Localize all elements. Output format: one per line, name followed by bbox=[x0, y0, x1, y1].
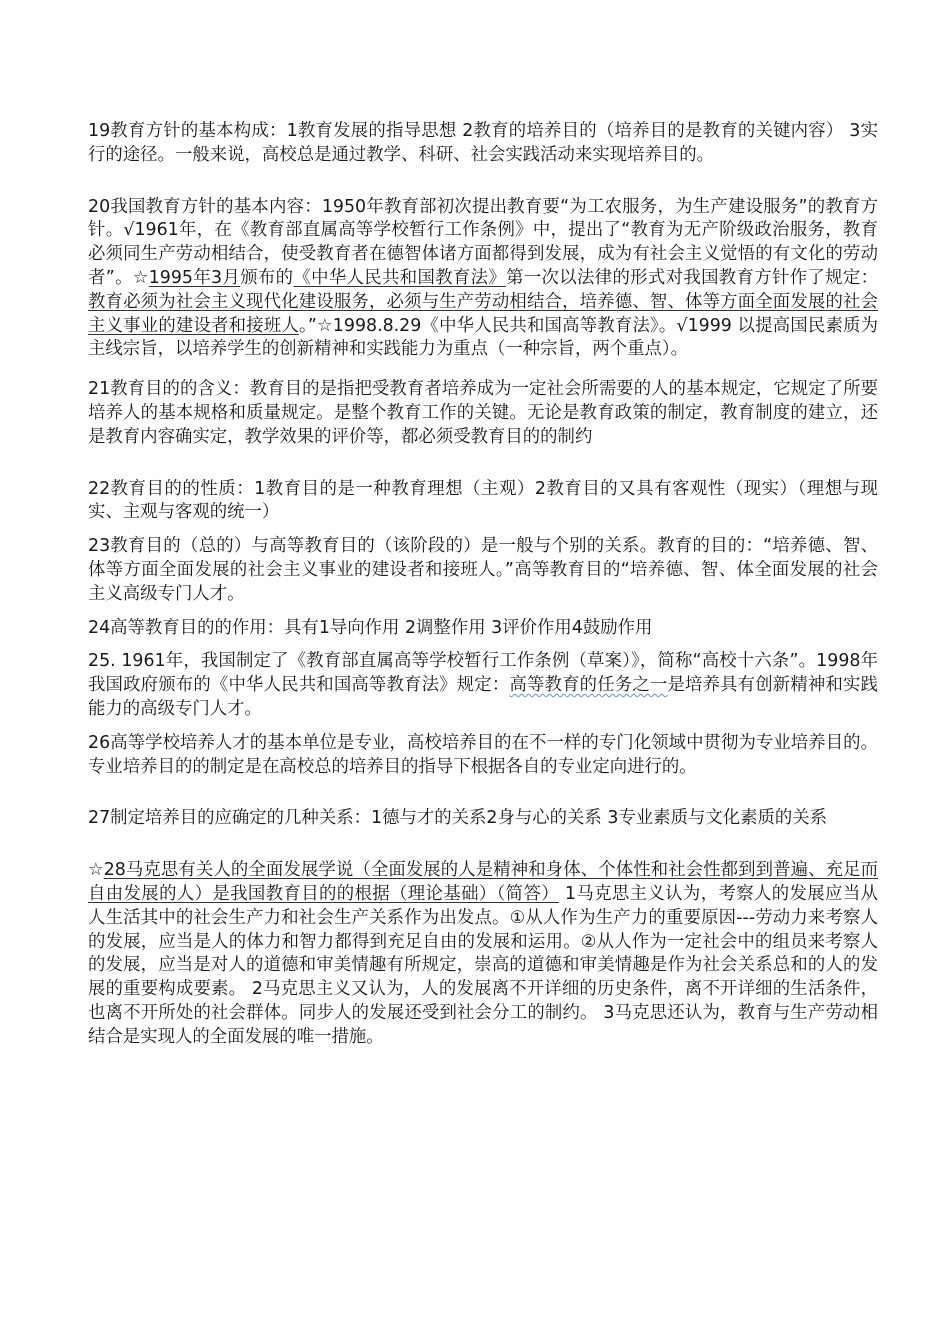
paragraph-24 bbox=[88, 617, 878, 641]
paragraph-22 bbox=[88, 478, 878, 526]
text-segment: 27制定培养目的应确定的几种关系：1德与才的关系2身与心的关系 3专业素质与文化素质的关系 bbox=[88, 808, 828, 829]
text-segment: 24高等教育目的的作用：具有1导向作用 2调整作用 3评价作用4鼓励作用 bbox=[88, 617, 653, 638]
text-segment: 20我国教育方针的基本内容：1950年教育部初次提出教育要“为工农服务，为生产建设服务”的教育方针。√1961年，在《教育部直属高等学校暂行工作条例》中，提出了“教育为无产阶级政治服务，教育必须同生产劳动相结合，使受教育者在德智体诸方面都得到发展，成为有社会主义觉悟的有文化的劳动者”。☆ bbox=[88, 196, 878, 288]
paragraph-20 bbox=[88, 196, 878, 363]
paragraph-23 bbox=[88, 535, 878, 606]
paragraph-21 bbox=[88, 378, 878, 449]
text-segment: 22教育目的的性质：1教育目的是一种教育理想（主观）2教育目的又具有客观性（现实）（理想与现实、主观与客观的统一） bbox=[88, 478, 878, 523]
text-segment: 28马克思有关人的全面发展学说（全面发展的人是精神和身体、个体性和社会性都到到普遍、充足而自由发展的人）是我国教育目的的根据（理论基础）（简答） bbox=[88, 860, 879, 904]
paragraph-27 bbox=[88, 807, 878, 831]
text-segment: 颁布的 bbox=[240, 267, 294, 288]
text-segment: 21教育目的的含义：教育目的是指把受教育者培养成为一定社会所需要的人的基本规定，它规定了所要培养人的基本规格和质量规定。是整个教育工作的关键。无论是教育政策的制定，教育制度的建立，还是教育内容确实定，教学效果的评价等，都必须受教育目的的制约 bbox=[88, 379, 878, 447]
text-segment: 高等教育的任务之一 bbox=[509, 675, 668, 696]
paragraph-28 bbox=[88, 859, 878, 1049]
paragraph-25 bbox=[88, 650, 878, 721]
text-segment: 1995年3月 bbox=[148, 267, 241, 288]
text-segment: 23教育目的（总的）与高等教育目的（该阶段的）是一般与个别的关系。教育的目的：“培养德、智、体等方面全面发展的社会主义事业的建设者和接班人。”高等教育目的“培养德、智、体全面发展的社会主义高级专门人才。 bbox=[88, 536, 878, 604]
text-segment: 教育必须为社会主义现代化建设服务，必须与生产劳动相结合，培养德、智、体等方面全面发展的社会主义事业的建设者和接班人 bbox=[88, 291, 878, 336]
paragraph-26 bbox=[88, 732, 878, 780]
text-segment: 25. 1961年，我国制定了《教育部直属高等学校暂行工作条例（草案）》，简称“高校十六条”。1998年我国政府颁布的《中华人民共和国高等教育法》规定： bbox=[88, 651, 878, 696]
text-segment: 1马克思主义认为，考察人的发展应当从人生活其中的社会生产力和社会生产关系作为出发点。①从人作为生产力的重要原因---劳动力来考察人的发展，应当是人的体力和智力都得到充足自由的发展和运用。②从人作为一定社会中的组员来考察人的发展，应当是对人的道德和审美情趣有所规定，崇高的道德和审美情趣是作为社会关系总和的人的发展的重要构成要素。 2马克思主义又认为，人的发展离不开详细的历史条件，离不开详细的生活条件，也离不开所处的社会群体。同步人的发展还受到社会分工的制约。 3马克思还认为，教育与生产劳动相结合是实现人的全面发展的唯一措施。 bbox=[88, 883, 878, 1047]
text-segment: ☆ bbox=[88, 860, 104, 881]
text-segment: 第一次以法律的形式对我国教育方针作了规定： bbox=[506, 267, 878, 288]
paragraph-19 bbox=[88, 120, 878, 168]
text-segment: 26高等学校培养人才的基本单位是专业，高校培养目的在不一样的专门化领域中贯彻为专业培养目的。专业培养目的的制定是在高校总的培养目的指导下根据各自的专业定向进行的。 bbox=[88, 732, 878, 777]
text-segment: 是培养具有创新精神和实践能力的高级专门人才。 bbox=[88, 675, 878, 719]
text-segment: 。”☆1998.8.29《中华人民共和国高等教育法》。√1999 以提高国民素质为主线宗旨，以培养学生的创新精神和实践能力为重点（一种宗旨，两个重点）。 bbox=[88, 315, 878, 360]
text-segment: 19教育方针的基本构成：1教育发展的指导思想 2教育的培养目的（培养目的是教育的关键内容） 3实行的途径。一般来说，高校总是通过教学、科研、社会实践活动来实现培养目的。 bbox=[88, 121, 878, 165]
text-segment: 《中华人民共和国教育法》 bbox=[293, 267, 507, 288]
document-page bbox=[88, 120, 878, 1050]
